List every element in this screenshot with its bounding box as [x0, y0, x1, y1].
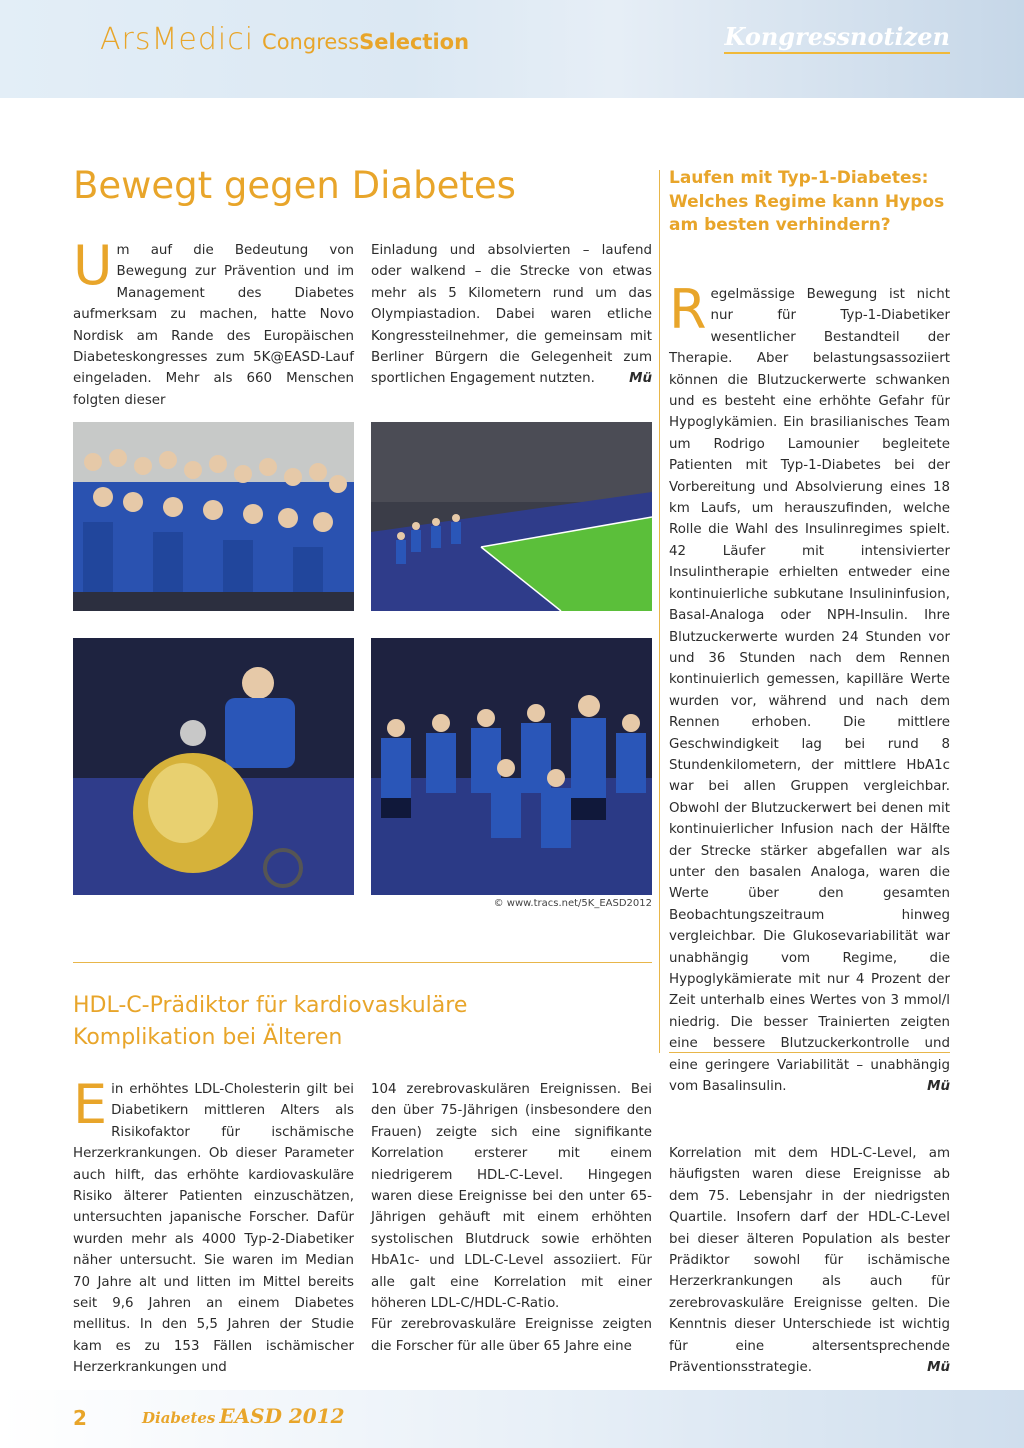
- photo-credit: © www.tracs.net/5K_EASD2012: [493, 898, 652, 909]
- photo-stadium-track: [371, 422, 652, 611]
- article2-col1: [73, 1073, 354, 1379]
- photo-runners-group: [73, 422, 354, 611]
- article1-col2-text: Einladung und absolvierten – laufend oder walkend – die Strecke von etwas mehr als 5 Kilometern rund um das Olympiastadion. Dabei waren etliche Kongressteilnehmer, die gemeinsam mit Berliner Bürgern die Gelegenheit zum sportlichen Engagement nutzten.: [371, 243, 652, 387]
- article2-title-line1: HDL-C-Prädiktor für kardiovaskuläre: [73, 993, 468, 1018]
- publication-title: [142, 1404, 345, 1428]
- logo: [100, 22, 469, 62]
- logo-arsmedici: ArsMedici: [100, 22, 255, 57]
- article2-col1-text: in erhöhtes LDL-Cholesterin gilt bei Diabetikern mittleren Alters als Risikofaktor für ischämische Herzerkrankungen. Ob dieser Parameter auch hilft, das erhöhte kardiovaskuläre Risiko älterer Patienten einzuschätzen, untersuchten japanische Forscher. Dafür wurden mehr als 4000 Typ-2-Diabetiker näher untersucht. Sie waren im Median 70 Jahre alt und litten im Mittel bereits seit 9,6 Jahren an einem Diabetes mellitus. In den 5,5 Jahren der Studie kam es zu 153 Fällen ischämischer Herzerkrankungen und: [73, 1082, 354, 1376]
- logo-selection: Selection: [359, 30, 470, 54]
- article2-title-line2: Komplikation bei Älteren: [73, 1025, 343, 1050]
- logo-congress-selection: [262, 30, 469, 54]
- article2-col3: [669, 1143, 950, 1378]
- section-title: Kongressnotizen: [724, 22, 950, 54]
- sidebar-bottom-rule: [669, 1052, 950, 1053]
- dropcap: U: [73, 234, 113, 297]
- article1-title: Bewegt gegen Diabetes: [73, 164, 516, 207]
- dropcap: R: [669, 278, 707, 341]
- photo-runners-track: [371, 638, 652, 895]
- logo-congress: Congress: [262, 30, 360, 54]
- sidebar-body: [669, 278, 950, 1097]
- article2-col2-text: 104 zerebrovaskulären Ereignissen. Bei den über 75-Jährigen (insbesondere den Frauen) zeigte sich eine signifikante Korrelation ersterer mit einem niedrigerem HDL-C-Level. Hingegen waren diese Ereignisse bei den unter 65-Jährigen gehäuft mit einem erhöhten systolischen Blutdruck sowie erhöhten HbA1c- und LDL-C-Level assoziiert. Für alle galt eine Korrelation mit einer höheren LDL-C/HDL-C-Ratio.: [371, 1082, 652, 1312]
- divider: [73, 962, 652, 963]
- publication-large: EASD 2012: [219, 1404, 345, 1428]
- dropcap: E: [73, 1073, 108, 1136]
- article1-col2: [371, 240, 652, 390]
- article2-col3-text: Korrelation mit dem HDL-C-Level, am häufigsten waren diese Ereignisse ab dem 75. Lebensjahr in der niedrigsten Quartile. Insofern darf der HDL-C-Level bei dieser älteren Population als bester Prädiktor sowohl für ischämische Herzerkrankungen als auch für zerebrovaskuläre Ereignisse gelten. Die Kenntnis dieser Unterschiede ist wichtig für eine altersentsprechende Präventionsstrategie.: [669, 1146, 950, 1376]
- article2-title: [73, 990, 633, 1054]
- article2-col2: [371, 1079, 652, 1357]
- article2-col2-text-b: Für zerebrovaskuläre Ereignisse zeigten die Forscher für alle über 65 Jahre eine: [371, 1317, 652, 1354]
- page-number: 2: [73, 1406, 87, 1430]
- article1-col1-text: m auf die Bedeutung von Bewegung zur Prävention und im Management des Diabetes aufmerksam zu machen, hatte Novo Nordisk am Rande des Europäischen Diabeteskongresses zum 5K@EASD-Lauf eingeladen. Mehr als 660 Menschen folgten dieser: [73, 243, 354, 408]
- signature: Mü: [927, 1360, 950, 1376]
- article1-col1: [73, 234, 354, 411]
- signature: Mü: [629, 371, 652, 387]
- signature: Mü: [927, 1079, 950, 1095]
- sidebar-title: Laufen mit Typ-1-Diabetes: Welches Regime kann Hypos am besten verhindern?: [669, 168, 945, 235]
- publication-small: Diabetes: [142, 1409, 216, 1427]
- photo-wheelchair-runner: [73, 638, 354, 895]
- sidebar-text: egelmässige Bewegung ist nicht nur für Typ-1-Diabetiker wesentlicher Bestandteil der Therapie. Aber belastungsassoziiert können die Blutzuckerwerte schwanken und es besteht eine erhöhte Gefahr für Hypoglykämien. Ein brasilianisches Team um Rodrigo Lamounier begleitete Patienten mit Typ-1-Diabetes bei der Vorbereitung und Absolvierung eines 18 km Laufs, um herauszufinden, welche Rolle die Wahl des Insulinregimes spielt. 42 Läufer mit intensivierter Insulintherapie erhielten entweder eine kontinuierliche subkutane Insulininfusion, Basal-Analoga oder NPH-Insulin. Ihre Blutzuckerwerte wurden 24 Stunden vor und 36 Stunden nach dem Rennen kontinuierlich gemessen, kapilläre Werte wurden vor, während und nach dem Rennen erhoben. Die mittlere Geschwindigkeit lag bei rund 8 Stundenkilometern, der mittlere HbA1c war bei allen Gruppen vergleichbar. Obwohl der Blutzuckerwert bei denen mit kontinuierlicher Infusion nach der Hälfte der Strecke stärker abgefallen war als unter den basalen Analoga, waren die Werte über den gesamten Beobachtungszeitraum hinweg vergleichbar. Die Glukosevariabilität war unabhängig vom Regime, die Hypoglykämierate mit nur 4 Prozent der Zeit unterhalb eines Wertes von 3 mmol/l niedrig. Die besser Trainierten zeigten eine bessere Blutzuckerkontrolle und eine geringere Variabilität – unabhängig vom Basalinsulin.: [669, 287, 950, 1095]
- sidebar-divider: [659, 170, 660, 1053]
